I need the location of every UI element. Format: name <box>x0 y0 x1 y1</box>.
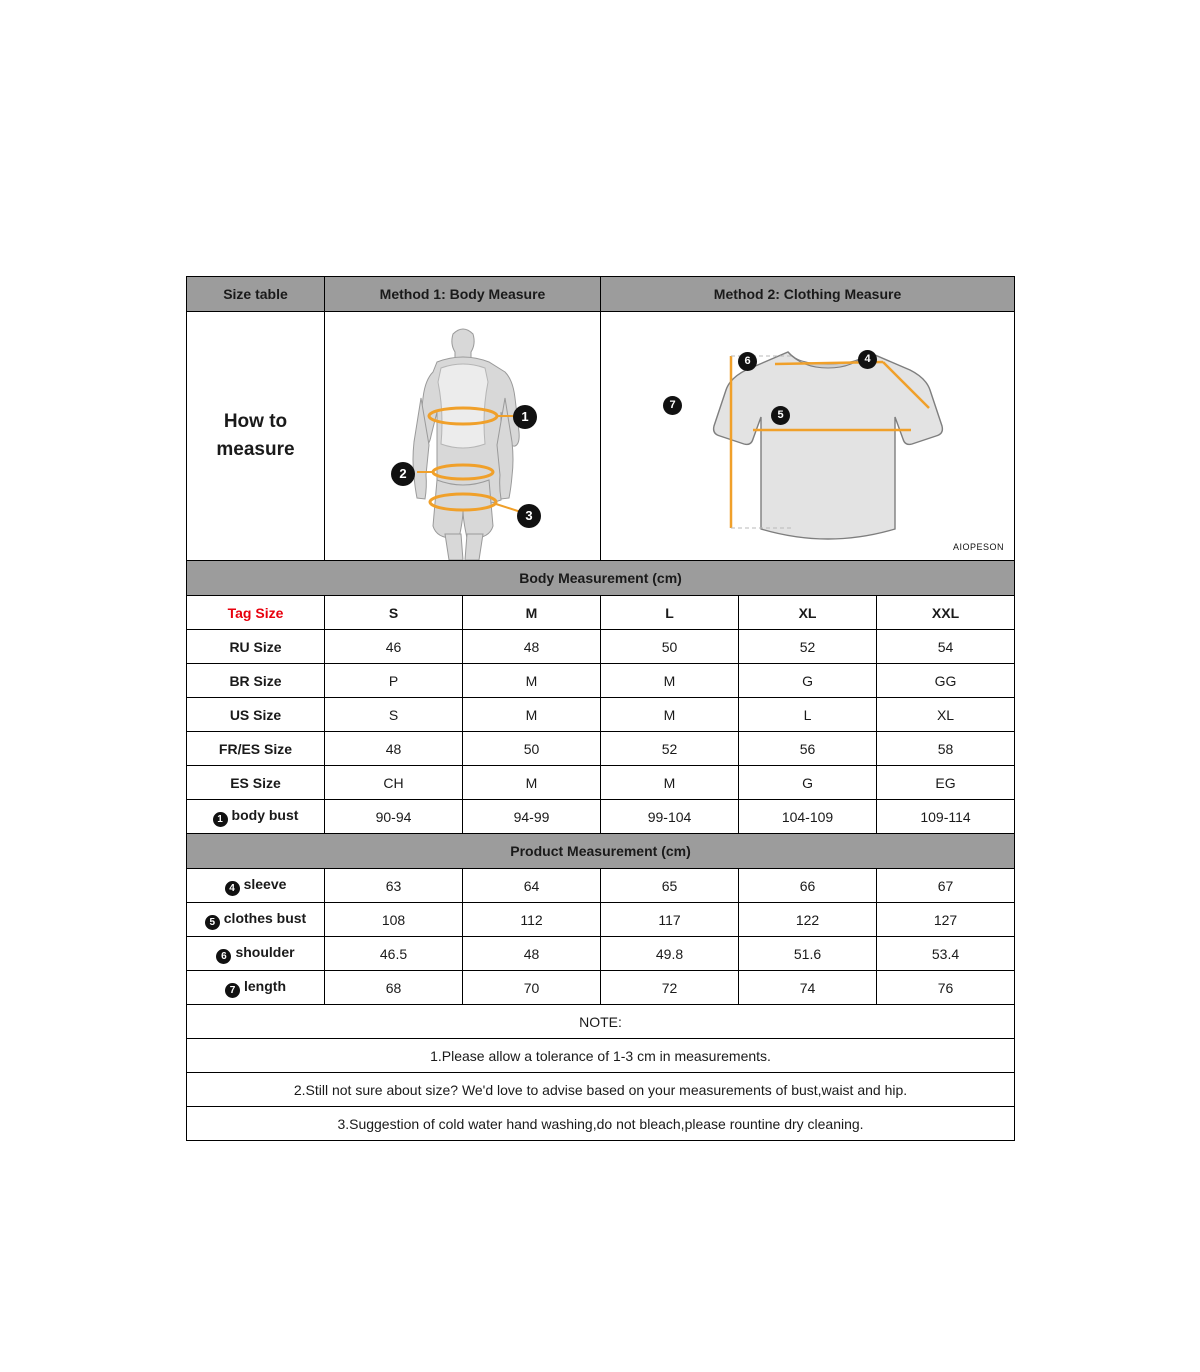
column-header-xxl: XXL <box>877 596 1015 630</box>
cell-es-xl: G <box>739 766 877 800</box>
header-method-2: Method 2: Clothing Measure <box>601 277 1015 312</box>
cell-clothesbust-xxl: 127 <box>877 903 1015 937</box>
row-label-shoulder <box>187 937 325 971</box>
column-header-l: L <box>601 596 739 630</box>
table-row <box>187 766 1015 800</box>
how-to-measure-label <box>187 312 325 561</box>
size-chart-sheet <box>186 276 1014 1141</box>
cell-sleeve-m: 64 <box>463 869 601 903</box>
cell-shoulder-m: 48 <box>463 937 601 971</box>
table-row <box>187 630 1015 664</box>
cell-br-m: M <box>463 664 601 698</box>
row-label-length <box>187 971 325 1005</box>
cell-shoulder-xxl: 53.4 <box>877 937 1015 971</box>
cell-fres-m: 50 <box>463 732 601 766</box>
note-line-1: 1.Please allow a tolerance of 1-3 cm in measurements. <box>187 1039 1015 1073</box>
body-measurement-band-row <box>187 561 1015 596</box>
cell-shoulder-xl: 51.6 <box>739 937 877 971</box>
cell-clothesbust-m: 112 <box>463 903 601 937</box>
column-header-m: M <box>463 596 601 630</box>
table-row <box>187 664 1015 698</box>
cell-bodybust-m: 94-99 <box>463 800 601 834</box>
body-figure-svg <box>325 312 600 560</box>
product-measurement-band: Product Measurement (cm) <box>187 834 1015 869</box>
clothing-measure-figure-cell <box>601 312 1015 561</box>
row-label-clothes-bust <box>187 903 325 937</box>
table-row <box>187 903 1015 937</box>
cell-es-s: CH <box>325 766 463 800</box>
cell-es-xxl: EG <box>877 766 1015 800</box>
cell-sleeve-l: 65 <box>601 869 739 903</box>
cell-length-l: 72 <box>601 971 739 1005</box>
row-label-us-size: US Size <box>187 698 325 732</box>
cell-br-xl: G <box>739 664 877 698</box>
how-to-measure-line1: How to <box>223 410 288 432</box>
note-line-2: 2.Still not sure about size? We'd love to advise based on your measurements of bust,waist and hip. <box>187 1073 1015 1107</box>
cell-us-l: M <box>601 698 739 732</box>
cell-ru-xl: 52 <box>739 630 877 664</box>
column-header-tag-size: Tag Size <box>187 596 325 630</box>
size-table <box>186 276 1015 1141</box>
row-label-body-bust <box>187 800 325 834</box>
cell-length-s: 68 <box>325 971 463 1005</box>
cell-fres-l: 52 <box>601 732 739 766</box>
row-label-body-bust-text: body bust <box>231 806 299 823</box>
cell-shoulder-l: 49.8 <box>601 937 739 971</box>
cell-sleeve-xxl: 67 <box>877 869 1015 903</box>
table-row <box>187 869 1015 903</box>
cell-br-s: P <box>325 664 463 698</box>
marker-7-icon: 7 <box>225 983 240 998</box>
clothing-marker-6: 6 <box>738 352 757 371</box>
clothing-marker-4: 4 <box>858 350 877 369</box>
note-title-row <box>187 1005 1015 1039</box>
body-measurement-band: Body Measurement (cm) <box>187 561 1015 596</box>
cell-us-s: S <box>325 698 463 732</box>
row-label-fr-es-size: FR/ES Size <box>187 732 325 766</box>
note-row <box>187 1107 1015 1141</box>
cell-es-m: M <box>463 766 601 800</box>
cell-bodybust-xxl: 109-114 <box>877 800 1015 834</box>
cell-clothesbust-xl: 122 <box>739 903 877 937</box>
cell-bodybust-xl: 104-109 <box>739 800 877 834</box>
how-to-measure-row <box>187 312 1015 561</box>
marker-5-icon: 5 <box>205 915 220 930</box>
body-marker-2: 2 <box>391 462 415 486</box>
note-row <box>187 1073 1015 1107</box>
cell-br-l: M <box>601 664 739 698</box>
note-title: NOTE: <box>187 1005 1015 1039</box>
row-label-ru-size: RU Size <box>187 630 325 664</box>
cell-length-xl: 74 <box>739 971 877 1005</box>
clothing-marker-7: 7 <box>663 396 682 415</box>
cell-us-xl: L <box>739 698 877 732</box>
row-label-br-size: BR Size <box>187 664 325 698</box>
note-line-3: 3.Suggestion of cold water hand washing,do not bleach,please rountine dry cleaning. <box>187 1107 1015 1141</box>
clothing-measure-figure <box>601 312 1014 560</box>
size-columns-row <box>187 596 1015 630</box>
cell-sleeve-xl: 66 <box>739 869 877 903</box>
body-marker-3: 3 <box>517 504 541 528</box>
cell-us-xxl: XL <box>877 698 1015 732</box>
cell-ru-m: 48 <box>463 630 601 664</box>
column-header-s: S <box>325 596 463 630</box>
note-row <box>187 1039 1015 1073</box>
cell-length-m: 70 <box>463 971 601 1005</box>
cell-shoulder-s: 46.5 <box>325 937 463 971</box>
row-label-sleeve-text: sleeve <box>243 875 287 892</box>
cell-fres-s: 48 <box>325 732 463 766</box>
cell-length-xxl: 76 <box>877 971 1015 1005</box>
marker-6-icon: 6 <box>216 949 231 964</box>
cell-bodybust-s: 90-94 <box>325 800 463 834</box>
how-to-measure-line2: measure <box>216 439 295 460</box>
table-row <box>187 800 1015 834</box>
brand-watermark: AIOPESON <box>953 542 1005 552</box>
row-label-es-size: ES Size <box>187 766 325 800</box>
table-row <box>187 698 1015 732</box>
cell-fres-xxl: 58 <box>877 732 1015 766</box>
cell-clothesbust-l: 117 <box>601 903 739 937</box>
row-label-sleeve <box>187 869 325 903</box>
cell-clothesbust-s: 108 <box>325 903 463 937</box>
row-label-shoulder-text: shoulder <box>235 943 295 960</box>
row-label-clothes-bust-text: clothes bust <box>223 909 307 926</box>
clothing-marker-5: 5 <box>771 406 790 425</box>
cell-br-xxl: GG <box>877 664 1015 698</box>
table-header-row <box>187 277 1015 312</box>
table-row <box>187 937 1015 971</box>
column-header-xl: XL <box>739 596 877 630</box>
product-measurement-band-row <box>187 834 1015 869</box>
cell-sleeve-s: 63 <box>325 869 463 903</box>
cell-es-l: M <box>601 766 739 800</box>
body-marker-1: 1 <box>513 405 537 429</box>
marker-1-icon: 1 <box>213 812 228 827</box>
cell-us-m: M <box>463 698 601 732</box>
cell-bodybust-l: 99-104 <box>601 800 739 834</box>
tshirt-figure-svg <box>601 312 1014 560</box>
table-row <box>187 971 1015 1005</box>
cell-ru-l: 50 <box>601 630 739 664</box>
cell-ru-xxl: 54 <box>877 630 1015 664</box>
body-measure-figure-cell <box>325 312 601 561</box>
cell-ru-s: 46 <box>325 630 463 664</box>
row-label-length-text: length <box>244 977 286 994</box>
header-size-table: Size table <box>187 277 325 312</box>
marker-4-icon: 4 <box>225 881 240 896</box>
body-measure-figure <box>325 312 600 560</box>
cell-fres-xl: 56 <box>739 732 877 766</box>
table-row <box>187 732 1015 766</box>
header-method-1: Method 1: Body Measure <box>325 277 601 312</box>
